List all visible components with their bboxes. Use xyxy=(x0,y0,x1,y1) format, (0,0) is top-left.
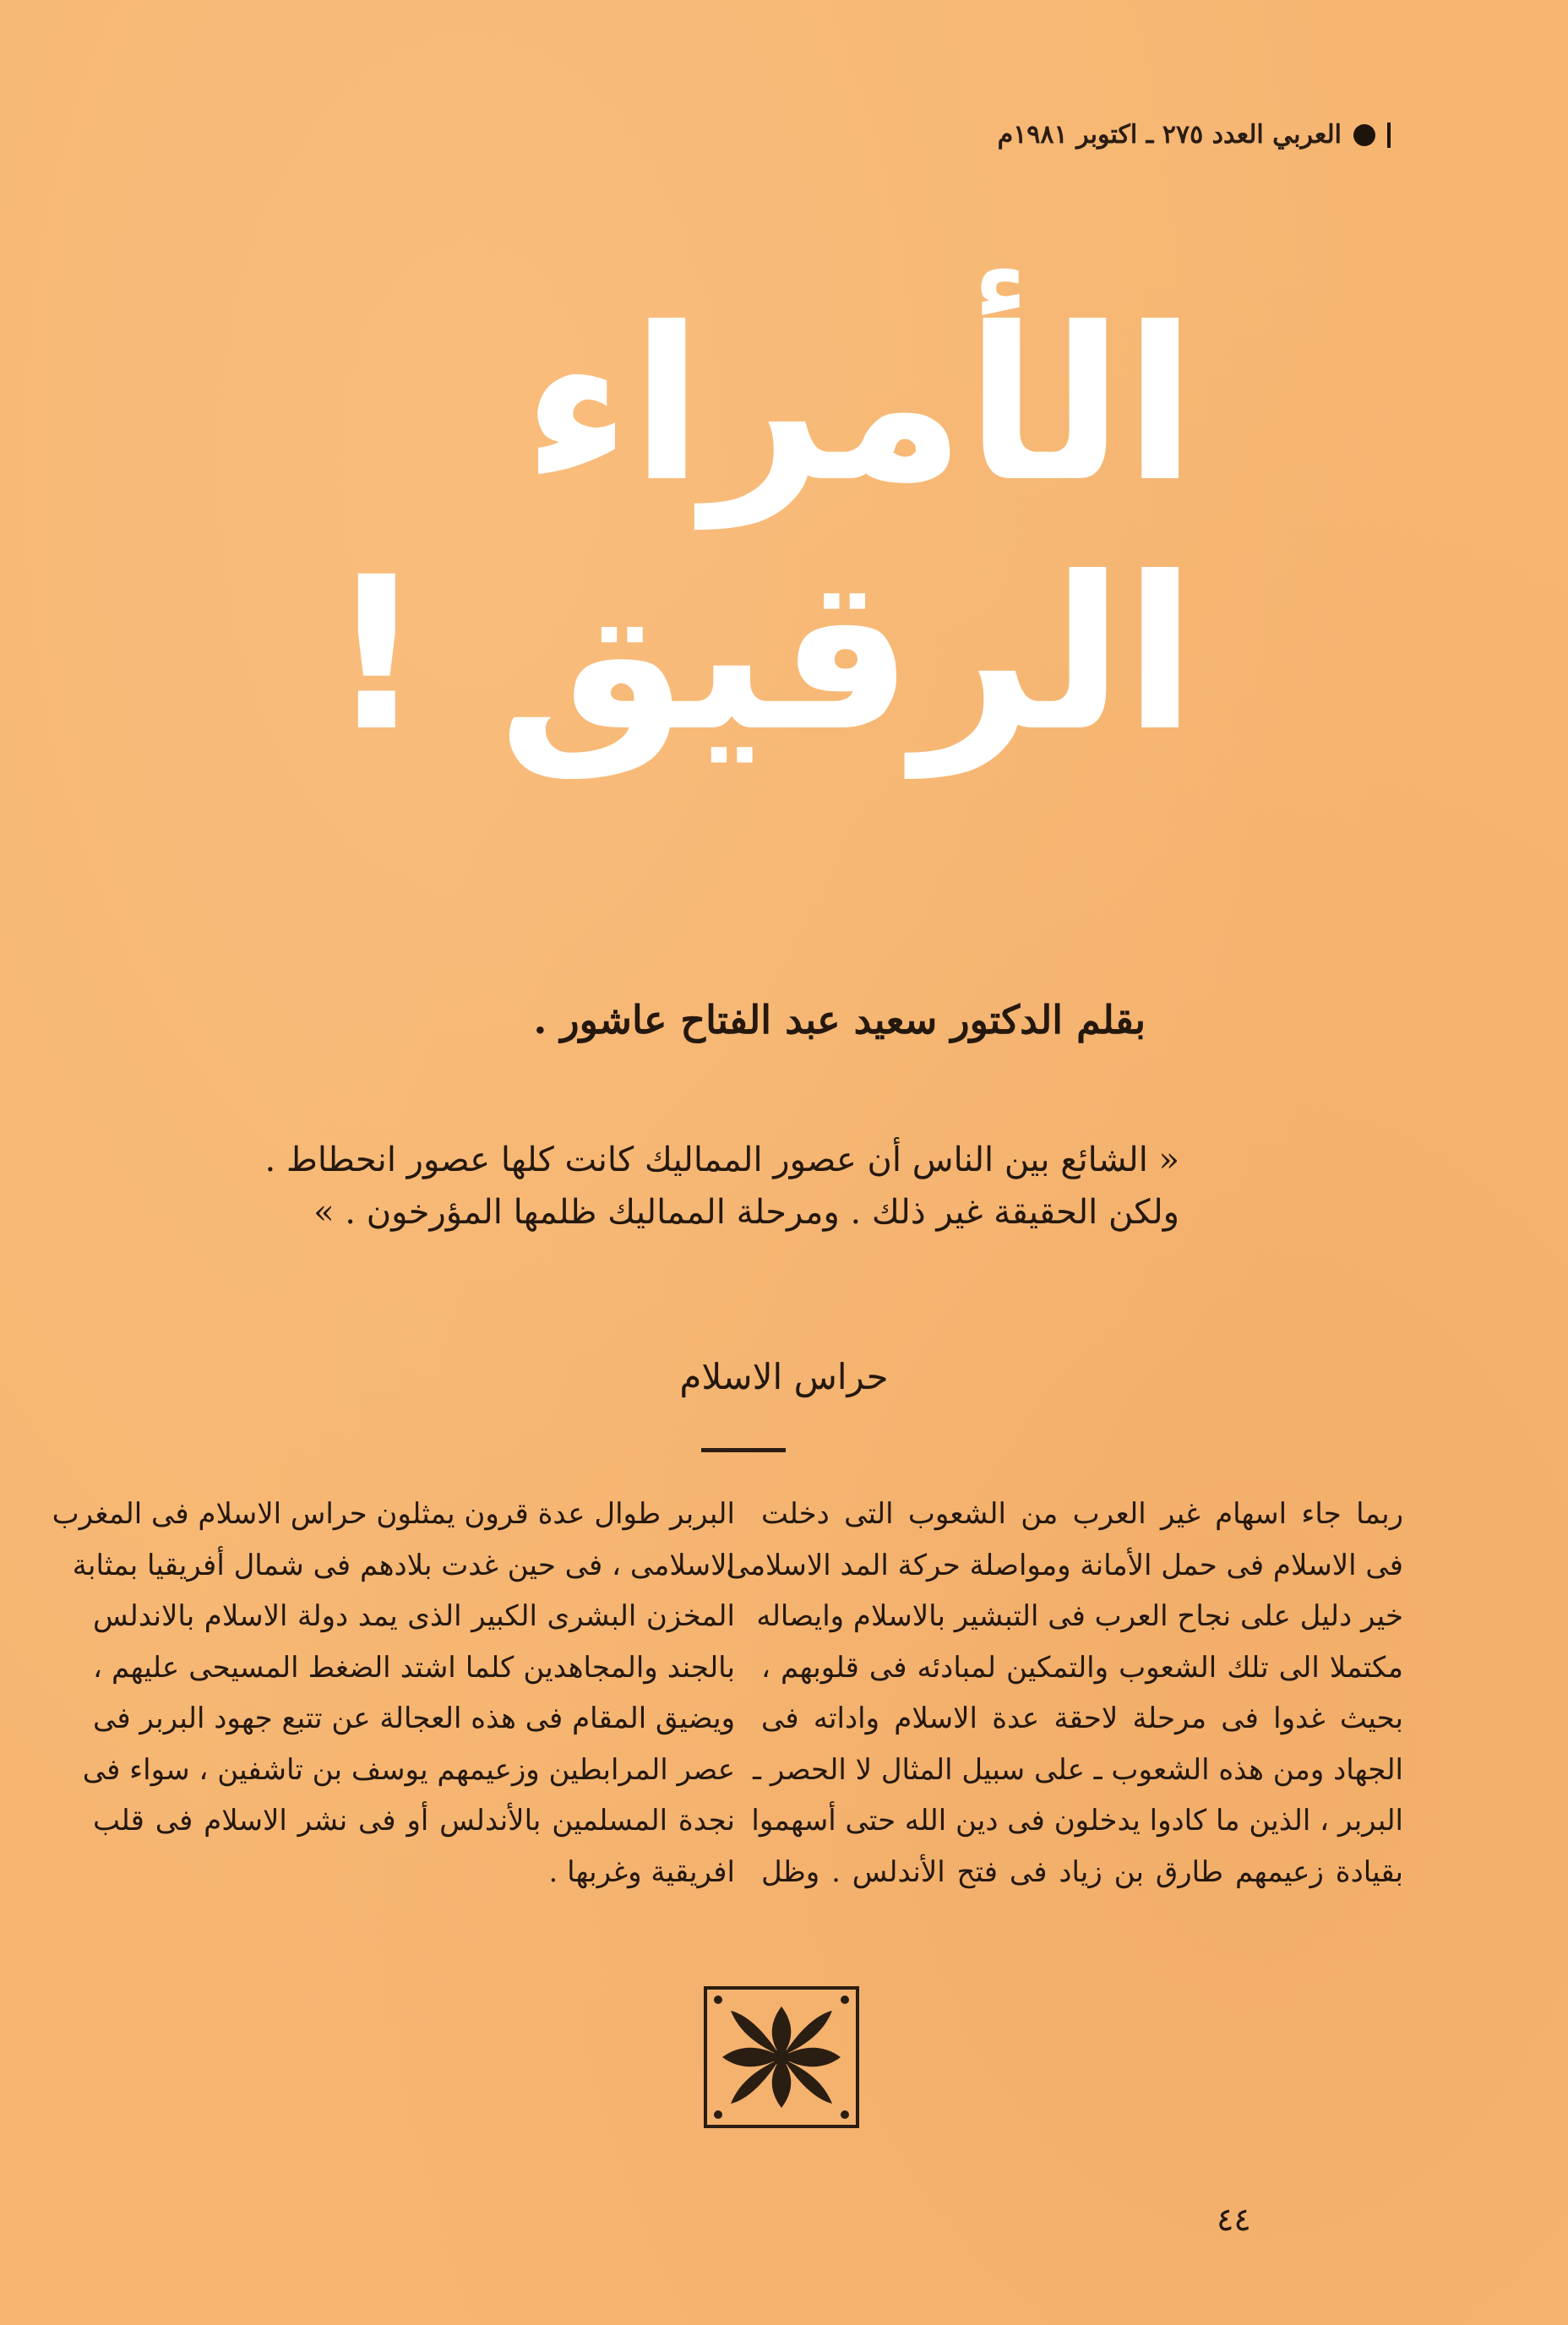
body-line: افريقية وغربها . xyxy=(548,1854,735,1889)
pull-quote-line-2: ولكن الحقيقة غير ذلك . ومرحلة المماليك ظلمها المؤرخون . » xyxy=(313,1193,1179,1232)
article-title-line-1: الأمراء xyxy=(522,282,1196,528)
body-line: عصر المرابطين وزعيمهم يوسف بن تاشفين ، سواء فى xyxy=(82,1752,735,1787)
pull-quote-line-1: « الشائع بين الناس أن عصور المماليك كانت كلها عصور انحطاط . xyxy=(264,1141,1179,1179)
body-line: فى الاسلام فى حمل الأمانة ومواصلة حركة المد الاسلامى xyxy=(726,1548,1403,1582)
author-byline: بقلم الدكتور سعيد عبد الفتاح عاشور . xyxy=(533,997,1146,1043)
body-line: بحيث غدوا فى مرحلة لاحقة عدة الاسلام واداته فى xyxy=(761,1702,1403,1735)
body-line: نجدة المسلمين بالأندلس أو فى نشر الاسلام فى قلب xyxy=(93,1804,735,1838)
body-line: بقيادة زعيمهم طارق بن زياد فى فتح الأندلس . وظل xyxy=(761,1854,1403,1889)
body-line: ربما جاء اسهام غير العرب من الشعوب التى دخلت xyxy=(761,1497,1403,1531)
body-line: الاسلامى ، فى حين غدت بلادهم فى شمال أفريقيا بمثابة xyxy=(72,1548,735,1582)
issue-line: العربي العدد ٢٧٥ ـ اكتوبر ١٩٨١م xyxy=(997,120,1342,150)
body-line: ويضيق المقام فى هذه العجالة عن تتبع جهود البربر فى xyxy=(93,1702,735,1735)
page-number: ٤٤ xyxy=(1217,2201,1251,2238)
body-line: المخزن البشرى الكبير الذى يمد دولة الاسلام بالاندلس xyxy=(93,1599,735,1633)
body-column-left xyxy=(52,1489,735,1898)
article-title-line-2: الرقيق ! xyxy=(328,531,1196,777)
bullet-dot-icon xyxy=(1353,124,1375,146)
body-line: مكتملا الى تلك الشعوب والتمكين لمبادئه فى قلوبهم ، xyxy=(761,1650,1403,1685)
body-line: بالجند والمجاهدين كلما اشتد الضغط المسيحى عليهم ، xyxy=(93,1650,735,1685)
section-heading: حراس الاسلام xyxy=(679,1356,889,1397)
body-line: البربر طوال عدة قرون يمثلون حراس الاسلام فى المغرب xyxy=(52,1497,735,1531)
floral-ornament-icon xyxy=(680,1981,883,2133)
issue-header xyxy=(884,120,1391,150)
body-column-right xyxy=(726,1489,1403,1898)
bar-mark-icon xyxy=(1387,123,1391,148)
body-line: البربر ، الذين ما كادوا يدخلون فى دين الله حتى أسهموا xyxy=(751,1804,1403,1838)
body-line: الجهاد ومن هذه الشعوب ـ على سبيل المثال لا الحصر ـ xyxy=(753,1752,1403,1787)
section-divider xyxy=(701,1448,786,1452)
body-line: خير دليل على نجاح العرب فى التبشير بالاسلام وايصاله xyxy=(756,1599,1403,1633)
